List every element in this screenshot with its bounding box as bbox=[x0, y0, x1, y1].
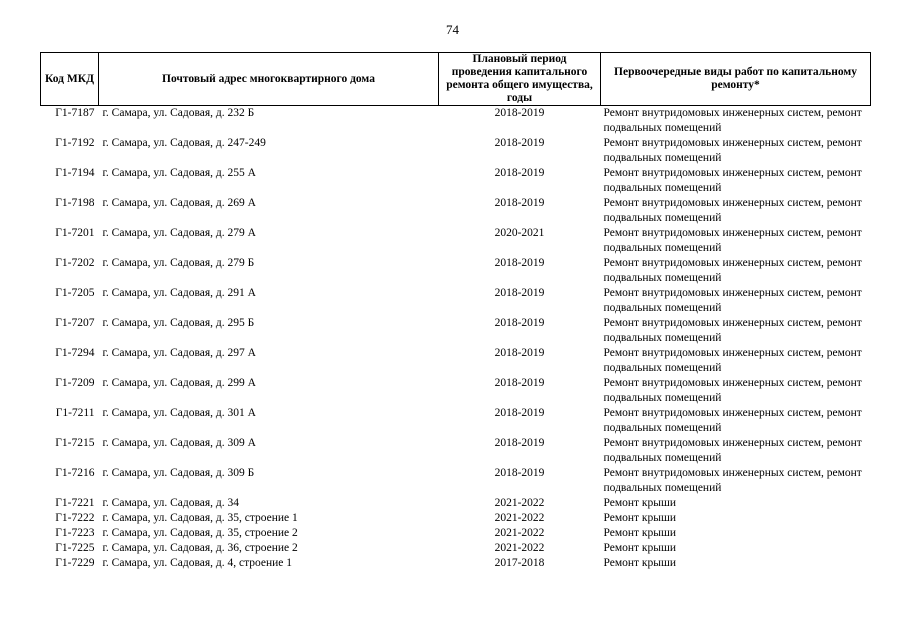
document-table-wrapper bbox=[40, 52, 870, 571]
table-row bbox=[41, 496, 871, 511]
cell-code: Г1-7194 bbox=[55, 167, 95, 179]
cell-address: г. Самара, ул. Садовая, д. 291 А bbox=[102, 287, 256, 299]
cell-address: г. Самара, ул. Садовая, д. 295 Б bbox=[102, 317, 255, 329]
cell-code: Г1-7207 bbox=[55, 317, 95, 329]
cell-address: г. Самара, ул. Садовая, д. 297 А bbox=[102, 347, 256, 359]
cell-code: Г1-7294 bbox=[55, 347, 95, 359]
cell-works: Ремонт внутридомовых инженерных систем, ремонт подвальных помещений bbox=[603, 227, 862, 254]
cell-period: 2018-2019 bbox=[494, 437, 545, 449]
cell-address: г. Самара, ул. Садовая, д. 299 А bbox=[102, 377, 256, 389]
cell-period: 2018-2019 bbox=[494, 107, 545, 119]
cell-code: Г1-7192 bbox=[55, 137, 95, 149]
cell-works: Ремонт внутридомовых инженерных систем, ремонт подвальных помещений bbox=[603, 197, 862, 224]
cell-works: Ремонт внутридомовых инженерных систем, ремонт подвальных помещений bbox=[603, 407, 862, 434]
cell-works: Ремонт внутридомовых инженерных систем, ремонт подвальных помещений bbox=[603, 467, 862, 494]
cell-address: г. Самара, ул. Садовая, д. 247-249 bbox=[102, 137, 266, 149]
cell-code: Г1-7222 bbox=[55, 512, 95, 524]
header-works: Первоочередные виды работ по капитальному ремонту* bbox=[601, 53, 871, 106]
table-row bbox=[41, 166, 871, 196]
table-row bbox=[41, 196, 871, 226]
cell-address: г. Самара, ул. Садовая, д. 279 Б bbox=[102, 257, 255, 269]
cell-period: 2017-2018 bbox=[494, 557, 545, 569]
cell-address: г. Самара, ул. Садовая, д. 309 Б bbox=[102, 467, 255, 479]
cell-code: Г1-7229 bbox=[55, 557, 95, 569]
cell-code: Г1-7205 bbox=[55, 287, 95, 299]
cell-address: г. Самара, ул. Садовая, д. 255 А bbox=[102, 167, 256, 179]
cell-period: 2018-2019 bbox=[494, 137, 545, 149]
cell-period: 2021-2022 bbox=[494, 542, 545, 554]
cell-period: 2018-2019 bbox=[494, 467, 545, 479]
cell-period: 2018-2019 bbox=[494, 257, 545, 269]
table-row bbox=[41, 226, 871, 256]
cell-period: 2018-2019 bbox=[494, 347, 545, 359]
cell-address: г. Самара, ул. Садовая, д. 34 bbox=[102, 497, 239, 509]
page-number: 74 bbox=[446, 22, 459, 37]
cell-period: 2021-2022 bbox=[494, 512, 545, 524]
table-row bbox=[41, 136, 871, 166]
cell-works: Ремонт внутридомовых инженерных систем, ремонт подвальных помещений bbox=[603, 347, 862, 374]
cell-address: г. Самара, ул. Садовая, д. 35, строение 2 bbox=[102, 527, 298, 539]
cell-code: Г1-7209 bbox=[55, 377, 95, 389]
cell-code: Г1-7202 bbox=[55, 257, 95, 269]
table-row bbox=[41, 511, 871, 526]
cell-address: г. Самара, ул. Садовая, д. 35, строение 1 bbox=[102, 512, 298, 524]
cell-code: Г1-7187 bbox=[55, 107, 95, 119]
table-row bbox=[41, 556, 871, 571]
cell-address: г. Самара, ул. Садовая, д. 36, строение 2 bbox=[102, 542, 298, 554]
cell-period: 2018-2019 bbox=[494, 407, 545, 419]
table-row bbox=[41, 106, 871, 137]
capital-repair-table bbox=[40, 52, 871, 571]
cell-address: г. Самара, ул. Садовая, д. 279 А bbox=[102, 227, 256, 239]
cell-works: Ремонт крыши bbox=[603, 542, 677, 554]
cell-works: Ремонт внутридомовых инженерных систем, ремонт подвальных помещений bbox=[603, 257, 862, 284]
cell-works: Ремонт внутридомовых инженерных систем, ремонт подвальных помещений bbox=[603, 137, 862, 164]
cell-works: Ремонт крыши bbox=[603, 512, 677, 524]
cell-period: 2020-2021 bbox=[494, 227, 545, 239]
table-row bbox=[41, 541, 871, 556]
table-row bbox=[41, 286, 871, 316]
cell-address: г. Самара, ул. Садовая, д. 4, строение 1 bbox=[102, 557, 293, 569]
cell-works: Ремонт внутридомовых инженерных систем, ремонт подвальных помещений bbox=[603, 287, 862, 314]
cell-period: 2018-2019 bbox=[494, 167, 545, 179]
cell-period: 2021-2022 bbox=[494, 527, 545, 539]
header-code: Код МКД bbox=[41, 53, 99, 106]
cell-works: Ремонт внутридомовых инженерных систем, ремонт подвальных помещений bbox=[603, 167, 862, 194]
cell-address: г. Самара, ул. Садовая, д. 309 А bbox=[102, 437, 256, 449]
table-row bbox=[41, 346, 871, 376]
table-body bbox=[41, 106, 871, 572]
table-row bbox=[41, 406, 871, 436]
cell-code: Г1-7201 bbox=[55, 227, 95, 239]
cell-code: Г1-7223 bbox=[55, 527, 95, 539]
cell-address: г. Самара, ул. Садовая, д. 269 А bbox=[102, 197, 256, 209]
cell-works: Ремонт внутридомовых инженерных систем, ремонт подвальных помещений bbox=[603, 317, 862, 344]
cell-period: 2018-2019 bbox=[494, 377, 545, 389]
cell-code: Г1-7225 bbox=[55, 542, 95, 554]
table-header-row bbox=[41, 53, 871, 106]
table-row bbox=[41, 466, 871, 496]
cell-code: Г1-7221 bbox=[55, 497, 95, 509]
cell-code: Г1-7198 bbox=[55, 197, 95, 209]
cell-period: 2018-2019 bbox=[494, 287, 545, 299]
table-row bbox=[41, 436, 871, 466]
cell-works: Ремонт крыши bbox=[603, 497, 677, 509]
cell-code: Г1-7216 bbox=[55, 467, 95, 479]
cell-address: г. Самара, ул. Садовая, д. 232 Б bbox=[102, 107, 255, 119]
cell-works: Ремонт внутридомовых инженерных систем, ремонт подвальных помещений bbox=[603, 437, 862, 464]
cell-period: 2018-2019 bbox=[494, 197, 545, 209]
table-row bbox=[41, 256, 871, 286]
cell-period: 2021-2022 bbox=[494, 497, 545, 509]
header-address: Почтовый адрес многоквартирного дома bbox=[99, 53, 439, 106]
cell-period: 2018-2019 bbox=[494, 317, 545, 329]
cell-code: Г1-7211 bbox=[55, 407, 95, 419]
table-row bbox=[41, 316, 871, 346]
header-period: Плановый период проведения капитального ремонта общего имущества, годы bbox=[439, 53, 601, 106]
table-row bbox=[41, 526, 871, 541]
cell-works: Ремонт внутридомовых инженерных систем, ремонт подвальных помещений bbox=[603, 107, 862, 134]
cell-works: Ремонт крыши bbox=[603, 557, 677, 569]
cell-works: Ремонт крыши bbox=[603, 527, 677, 539]
cell-code: Г1-7215 bbox=[55, 437, 95, 449]
table-row bbox=[41, 376, 871, 406]
cell-address: г. Самара, ул. Садовая, д. 301 А bbox=[102, 407, 256, 419]
cell-works: Ремонт внутридомовых инженерных систем, ремонт подвальных помещений bbox=[603, 377, 862, 404]
